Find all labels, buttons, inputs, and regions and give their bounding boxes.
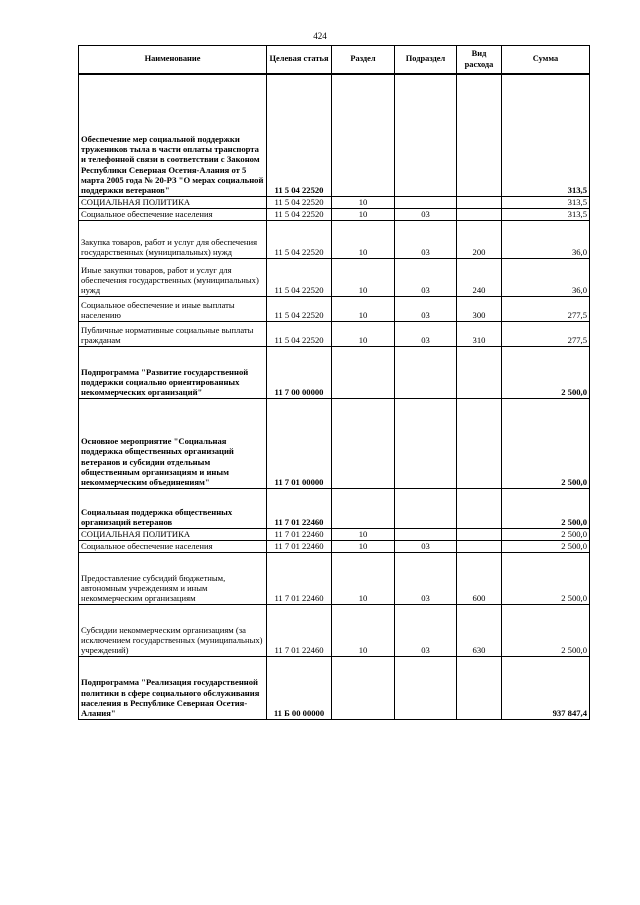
row-amount: 313,5 <box>502 196 590 208</box>
row-section <box>332 398 395 488</box>
row-target: 11 7 00 00000 <box>267 346 332 398</box>
row-section: 10 <box>332 540 395 552</box>
table-row <box>79 258 590 296</box>
row-amount: 277,5 <box>502 321 590 346</box>
table-row <box>79 398 590 488</box>
row-amount: 277,5 <box>502 296 590 321</box>
row-subsection <box>395 656 457 719</box>
row-name: Обеспечение мер социальной поддержки тружеников тыла в части оплаты транспорта и телефонной связи в соответствии с Законом Республики Северная Осетия-Алания от 5 марта 2005 года № 20-РЗ "О мерах социальной поддержки ветеранов" <box>79 74 267 196</box>
row-amount: 937 847,4 <box>502 656 590 719</box>
row-name: Социальная поддержка общественных организаций ветеранов <box>79 488 267 528</box>
header-name: Наименование <box>79 46 267 75</box>
row-expense-type: 200 <box>457 220 502 258</box>
table-row <box>79 208 590 220</box>
row-amount: 36,0 <box>502 220 590 258</box>
row-target: 11 5 04 22520 <box>267 196 332 208</box>
row-section <box>332 488 395 528</box>
row-name: Закупка товаров, работ и услуг для обеспечения государственных (муниципальных) нужд <box>79 220 267 258</box>
table-row <box>79 346 590 398</box>
row-subsection <box>395 488 457 528</box>
row-target: 11 5 04 22520 <box>267 220 332 258</box>
row-subsection <box>395 74 457 196</box>
row-amount: 313,5 <box>502 74 590 196</box>
row-subsection: 03 <box>395 296 457 321</box>
row-expense-type: 630 <box>457 604 502 656</box>
row-name: Иные закупки товаров, работ и услуг для обеспечения государственных (муниципальных) нужд <box>79 258 267 296</box>
row-section: 10 <box>332 604 395 656</box>
row-subsection: 03 <box>395 220 457 258</box>
row-section: 10 <box>332 552 395 604</box>
row-target: 11 Б 00 00000 <box>267 656 332 719</box>
row-target: 11 7 01 00000 <box>267 398 332 488</box>
row-name: Основное мероприятие "Социальная поддержка общественных организаций ветеранов и субсидии отдельным общественным организациям и иным некоммерческим объединениям" <box>79 398 267 488</box>
row-expense-type: 600 <box>457 552 502 604</box>
row-section: 10 <box>332 196 395 208</box>
header-amount: Сумма <box>502 46 590 75</box>
row-name: Социальное обеспечение и иные выплаты населению <box>79 296 267 321</box>
row-name: Подпрограмма "Реализация государственной политики в сфере социального обслуживания населения в Республике Северная Осетия-Алания" <box>79 656 267 719</box>
table-row <box>79 656 590 719</box>
table-row <box>79 220 590 258</box>
row-subsection <box>395 346 457 398</box>
row-target: 11 7 01 22460 <box>267 528 332 540</box>
row-target: 11 7 01 22460 <box>267 540 332 552</box>
row-name: Субсидии некоммерческим организациям (за исключением государственных (муниципальных) учреждений) <box>79 604 267 656</box>
table-row <box>79 528 590 540</box>
row-expense-type <box>457 488 502 528</box>
row-subsection <box>395 528 457 540</box>
row-expense-type <box>457 656 502 719</box>
row-name: СОЦИАЛЬНАЯ ПОЛИТИКА <box>79 528 267 540</box>
row-expense-type <box>457 528 502 540</box>
table-row <box>79 296 590 321</box>
row-name: Социальное обеспечение населения <box>79 540 267 552</box>
row-expense-type: 240 <box>457 258 502 296</box>
row-target: 11 7 01 22460 <box>267 604 332 656</box>
table-row <box>79 196 590 208</box>
budget-table <box>78 45 590 720</box>
row-subsection: 03 <box>395 321 457 346</box>
row-subsection <box>395 196 457 208</box>
row-target: 11 5 04 22520 <box>267 74 332 196</box>
row-subsection: 03 <box>395 552 457 604</box>
row-amount: 2 500,0 <box>502 398 590 488</box>
table-row <box>79 604 590 656</box>
table-row <box>79 321 590 346</box>
row-subsection: 03 <box>395 258 457 296</box>
row-amount: 2 500,0 <box>502 346 590 398</box>
header-section: Раздел <box>332 46 395 75</box>
row-subsection <box>395 398 457 488</box>
row-section: 10 <box>332 208 395 220</box>
row-expense-type: 310 <box>457 321 502 346</box>
row-amount: 2 500,0 <box>502 552 590 604</box>
row-subsection: 03 <box>395 540 457 552</box>
row-section: 10 <box>332 321 395 346</box>
row-section: 10 <box>332 528 395 540</box>
row-amount: 2 500,0 <box>502 528 590 540</box>
row-expense-type <box>457 346 502 398</box>
row-name: Предоставление субсидий бюджетным, автономным учреждениям и иным некоммерческим организациям <box>79 552 267 604</box>
row-target: 11 5 04 22520 <box>267 296 332 321</box>
row-expense-type <box>457 208 502 220</box>
table-row <box>79 488 590 528</box>
row-expense-type <box>457 74 502 196</box>
row-amount: 2 500,0 <box>502 604 590 656</box>
row-section: 10 <box>332 258 395 296</box>
row-expense-type <box>457 540 502 552</box>
row-name: Подпрограмма "Развитие государственной поддержки социально ориентированных некоммерческих организаций" <box>79 346 267 398</box>
row-name: Социальное обеспечение населения <box>79 208 267 220</box>
row-section: 10 <box>332 220 395 258</box>
header-expense-type: Вид расхода <box>457 46 502 75</box>
row-target: 11 5 04 22520 <box>267 321 332 346</box>
row-section: 10 <box>332 296 395 321</box>
row-target: 11 5 04 22520 <box>267 258 332 296</box>
row-expense-type <box>457 196 502 208</box>
header-row <box>79 46 590 75</box>
row-subsection: 03 <box>395 208 457 220</box>
table-row <box>79 74 590 196</box>
row-amount: 2 500,0 <box>502 540 590 552</box>
table-row <box>79 552 590 604</box>
header-subsection: Подраздел <box>395 46 457 75</box>
row-amount: 2 500,0 <box>502 488 590 528</box>
table-row <box>79 540 590 552</box>
row-name: Публичные нормативные социальные выплаты гражданам <box>79 321 267 346</box>
row-expense-type <box>457 398 502 488</box>
row-section <box>332 346 395 398</box>
row-section <box>332 656 395 719</box>
page-number: 424 <box>313 31 327 41</box>
row-amount: 313,5 <box>502 208 590 220</box>
row-target: 11 7 01 22460 <box>267 488 332 528</box>
row-expense-type: 300 <box>457 296 502 321</box>
row-section <box>332 74 395 196</box>
row-amount: 36,0 <box>502 258 590 296</box>
row-target: 11 5 04 22520 <box>267 208 332 220</box>
row-target: 11 7 01 22460 <box>267 552 332 604</box>
row-name: СОЦИАЛЬНАЯ ПОЛИТИКА <box>79 196 267 208</box>
header-target: Целевая статья <box>267 46 332 75</box>
row-subsection: 03 <box>395 604 457 656</box>
